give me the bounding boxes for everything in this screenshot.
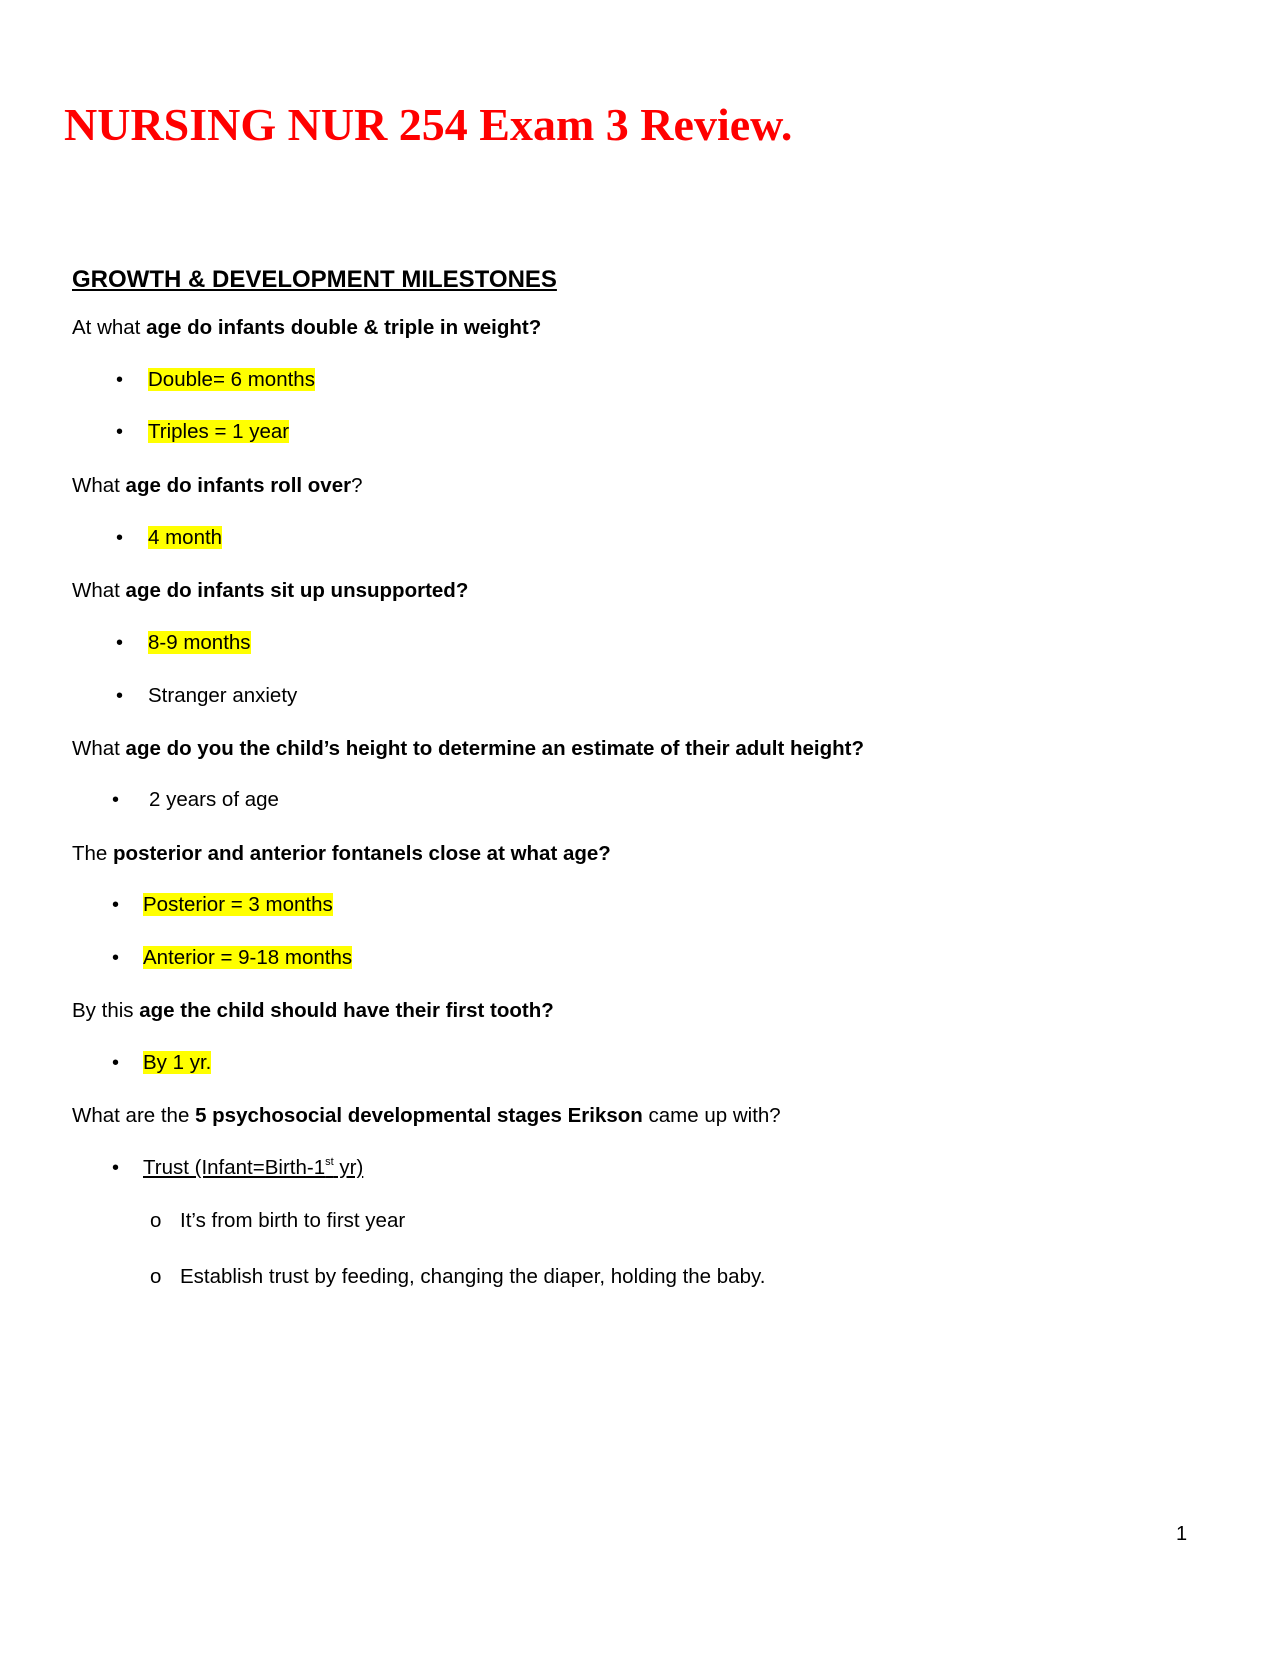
question-prefix: What [72,474,126,497]
answer-text: By 1 yr. [143,1051,212,1074]
question-text [72,1102,781,1130]
question-text [72,840,611,868]
bullet-icon: • [116,369,124,391]
stage-detail: It’s from birth to first year [180,1209,406,1232]
bullet-icon: • [116,632,124,654]
question-text [72,735,864,763]
question-text [72,314,541,342]
erikson-stage-label [143,1154,363,1182]
bullet-icon: • [116,685,124,707]
stage-label-superscript: st [325,1156,334,1168]
answer-text: Posterior = 3 months [143,893,333,916]
stage-detail: Establish trust by feeding, changing the diaper, holding the baby. [180,1265,766,1288]
stage-label-end: yr) [333,1156,364,1179]
answer-text: 4 month [148,526,223,549]
question-bold: age do infants roll over [125,474,352,497]
section-heading: GROWTH & DEVELOPMENT MILESTONES [72,266,557,293]
question-prefix: What [72,579,126,602]
stage-label-text: Trust (Infant=Birth-1 [143,1156,326,1179]
answer-item [148,524,222,552]
bullet-icon: • [112,789,120,811]
answer-item [148,366,315,394]
answer-text: Double= 6 months [148,368,315,391]
question-text [72,472,363,500]
question-prefix: The [72,842,114,865]
page-number: 1 [1176,1523,1188,1545]
question-prefix: By this [72,999,140,1022]
question-prefix: At what [72,316,147,339]
answer-item: 2 years of age [149,788,279,811]
answer-item [143,944,352,972]
question-bold: 5 psychosocial developmental stages Erikson [195,1104,643,1127]
document-title: NURSING NUR 254 Exam 3 Review. [64,99,793,150]
bullet-icon: • [116,421,124,443]
bullet-icon: • [112,1052,120,1074]
sub-bullet-icon: o [150,1265,162,1288]
answer-text: Triples = 1 year [148,420,290,443]
question-suffix: came up with? [642,1104,781,1127]
question-text [72,577,468,605]
bullet-icon: • [116,527,124,549]
question-prefix: What are the [72,1104,196,1127]
question-bold: age do infants double & triple in weight? [146,316,542,339]
answer-text: Anterior = 9-18 months [143,946,353,969]
answer-text: 8-9 months [148,631,251,654]
question-bold: posterior and anterior fontanels close at what age? [113,842,611,865]
answer-item [148,418,289,446]
sub-bullet-icon: o [150,1209,162,1232]
answer-item [143,1049,211,1077]
bullet-icon: • [112,947,120,969]
question-prefix: What [72,737,126,760]
question-text [72,997,554,1025]
answer-item [143,891,333,919]
answer-item [148,629,251,657]
question-bold: age do you the child’s height to determine an estimate of their adult height? [125,737,864,760]
question-bold: age the child should have their first tooth? [139,999,554,1022]
answer-item: Stranger anxiety [148,684,298,707]
bullet-icon: • [112,1157,120,1179]
bullet-icon: • [112,894,120,916]
question-bold: age do infants sit up unsupported? [125,579,469,602]
question-suffix: ? [351,474,363,497]
